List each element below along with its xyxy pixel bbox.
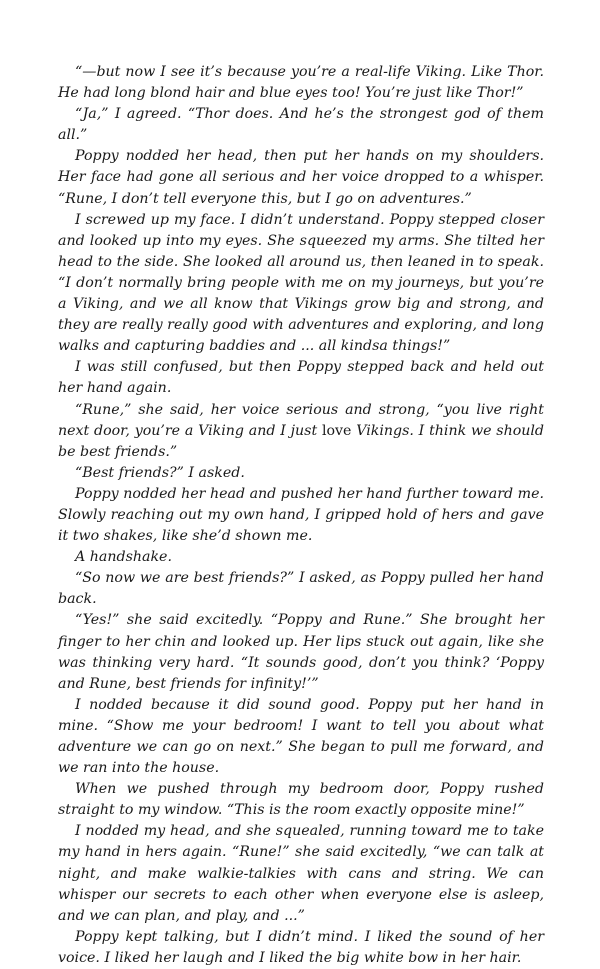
paragraph: I was still confused, but then Poppy stepped back and held out her hand again.	[58, 359, 544, 397]
paragraph: “So now we are best friends?” I asked, as Poppy pulled her hand back.	[58, 570, 544, 608]
paragraph: “—but now I see it’s because you’re a real-life Viking. Like Thor. He had long blond hair and blue eyes too! You’re just like Thor!”	[58, 64, 544, 102]
book-page-text	[58, 62, 544, 969]
emphasized-word: love	[321, 422, 352, 439]
paragraph: Poppy kept talking, but I didn’t mind. I liked the sound of her voice. I liked her laugh and I liked the big white bow in her hair.	[58, 928, 544, 966]
paragraph: I nodded because it did sound good. Poppy put her hand in mine. “Show me your bedroom! I want to tell you about what adventure we can go on next.” She began to pull me forward, and we ran into the house.	[58, 696, 544, 777]
paragraph-text: Vikings. I think we should be best friends.”	[58, 422, 545, 460]
paragraph: I nodded my head, and she squealed, running toward me to take my hand in hers again. “Rune!” she said excitedly, “we can talk at night, and make walkie-talkies with cans and string. We can whisper our secrets to each other when everyone else is asleep, and we can plan, and play, and ...”	[58, 823, 544, 924]
paragraph-text: “Rune,” she said, her voice serious and strong, “you live right next door, you’re a Viking and I just	[58, 401, 544, 439]
paragraph: A handshake.	[75, 549, 172, 566]
paragraph	[58, 400, 544, 463]
paragraph: Poppy nodded her head, then put her hands on my shoulders. Her face had gone all serious and her voice dropped to a whisper. “Rune, I don’t tell everyone this, but I go on adventures.”	[58, 148, 544, 207]
paragraph: When we pushed through my bedroom door, Poppy rushed straight to my window. “This is the room exactly opposite mine!”	[58, 781, 544, 819]
paragraph: “Best friends?” I asked.	[75, 464, 245, 481]
paragraph: I screwed up my face. I didn’t understand. Poppy stepped closer and looked up into my eyes. She squeezed my arms. She tilted her head to the side. She looked all around us, then leaned in to speak. “I don’t normally bring people with me on my journeys, but you’re a Viking, and we all know that Vikings grow big and strong, and they are really really good with adventures and exploring, and long walks and capturing baddies and ... all kindsa things!”	[58, 211, 544, 355]
paragraph: “Ja,” I agreed. “Thor does. And he’s the strongest god of them all.”	[58, 106, 544, 144]
paragraph: Poppy nodded her head and pushed her hand further toward me. Slowly reaching out my own hand, I gripped hold of hers and gave it two shakes, like she’d shown me.	[58, 485, 544, 545]
paragraph: “Yes!” she said excitedly. “Poppy and Rune.” She brought her finger to her chin and looked up. Her lips stuck out again, like she was thinking very hard. “It sounds good, don’t you think? ‘Poppy and Rune, best friends for infinity!’”	[58, 612, 544, 692]
